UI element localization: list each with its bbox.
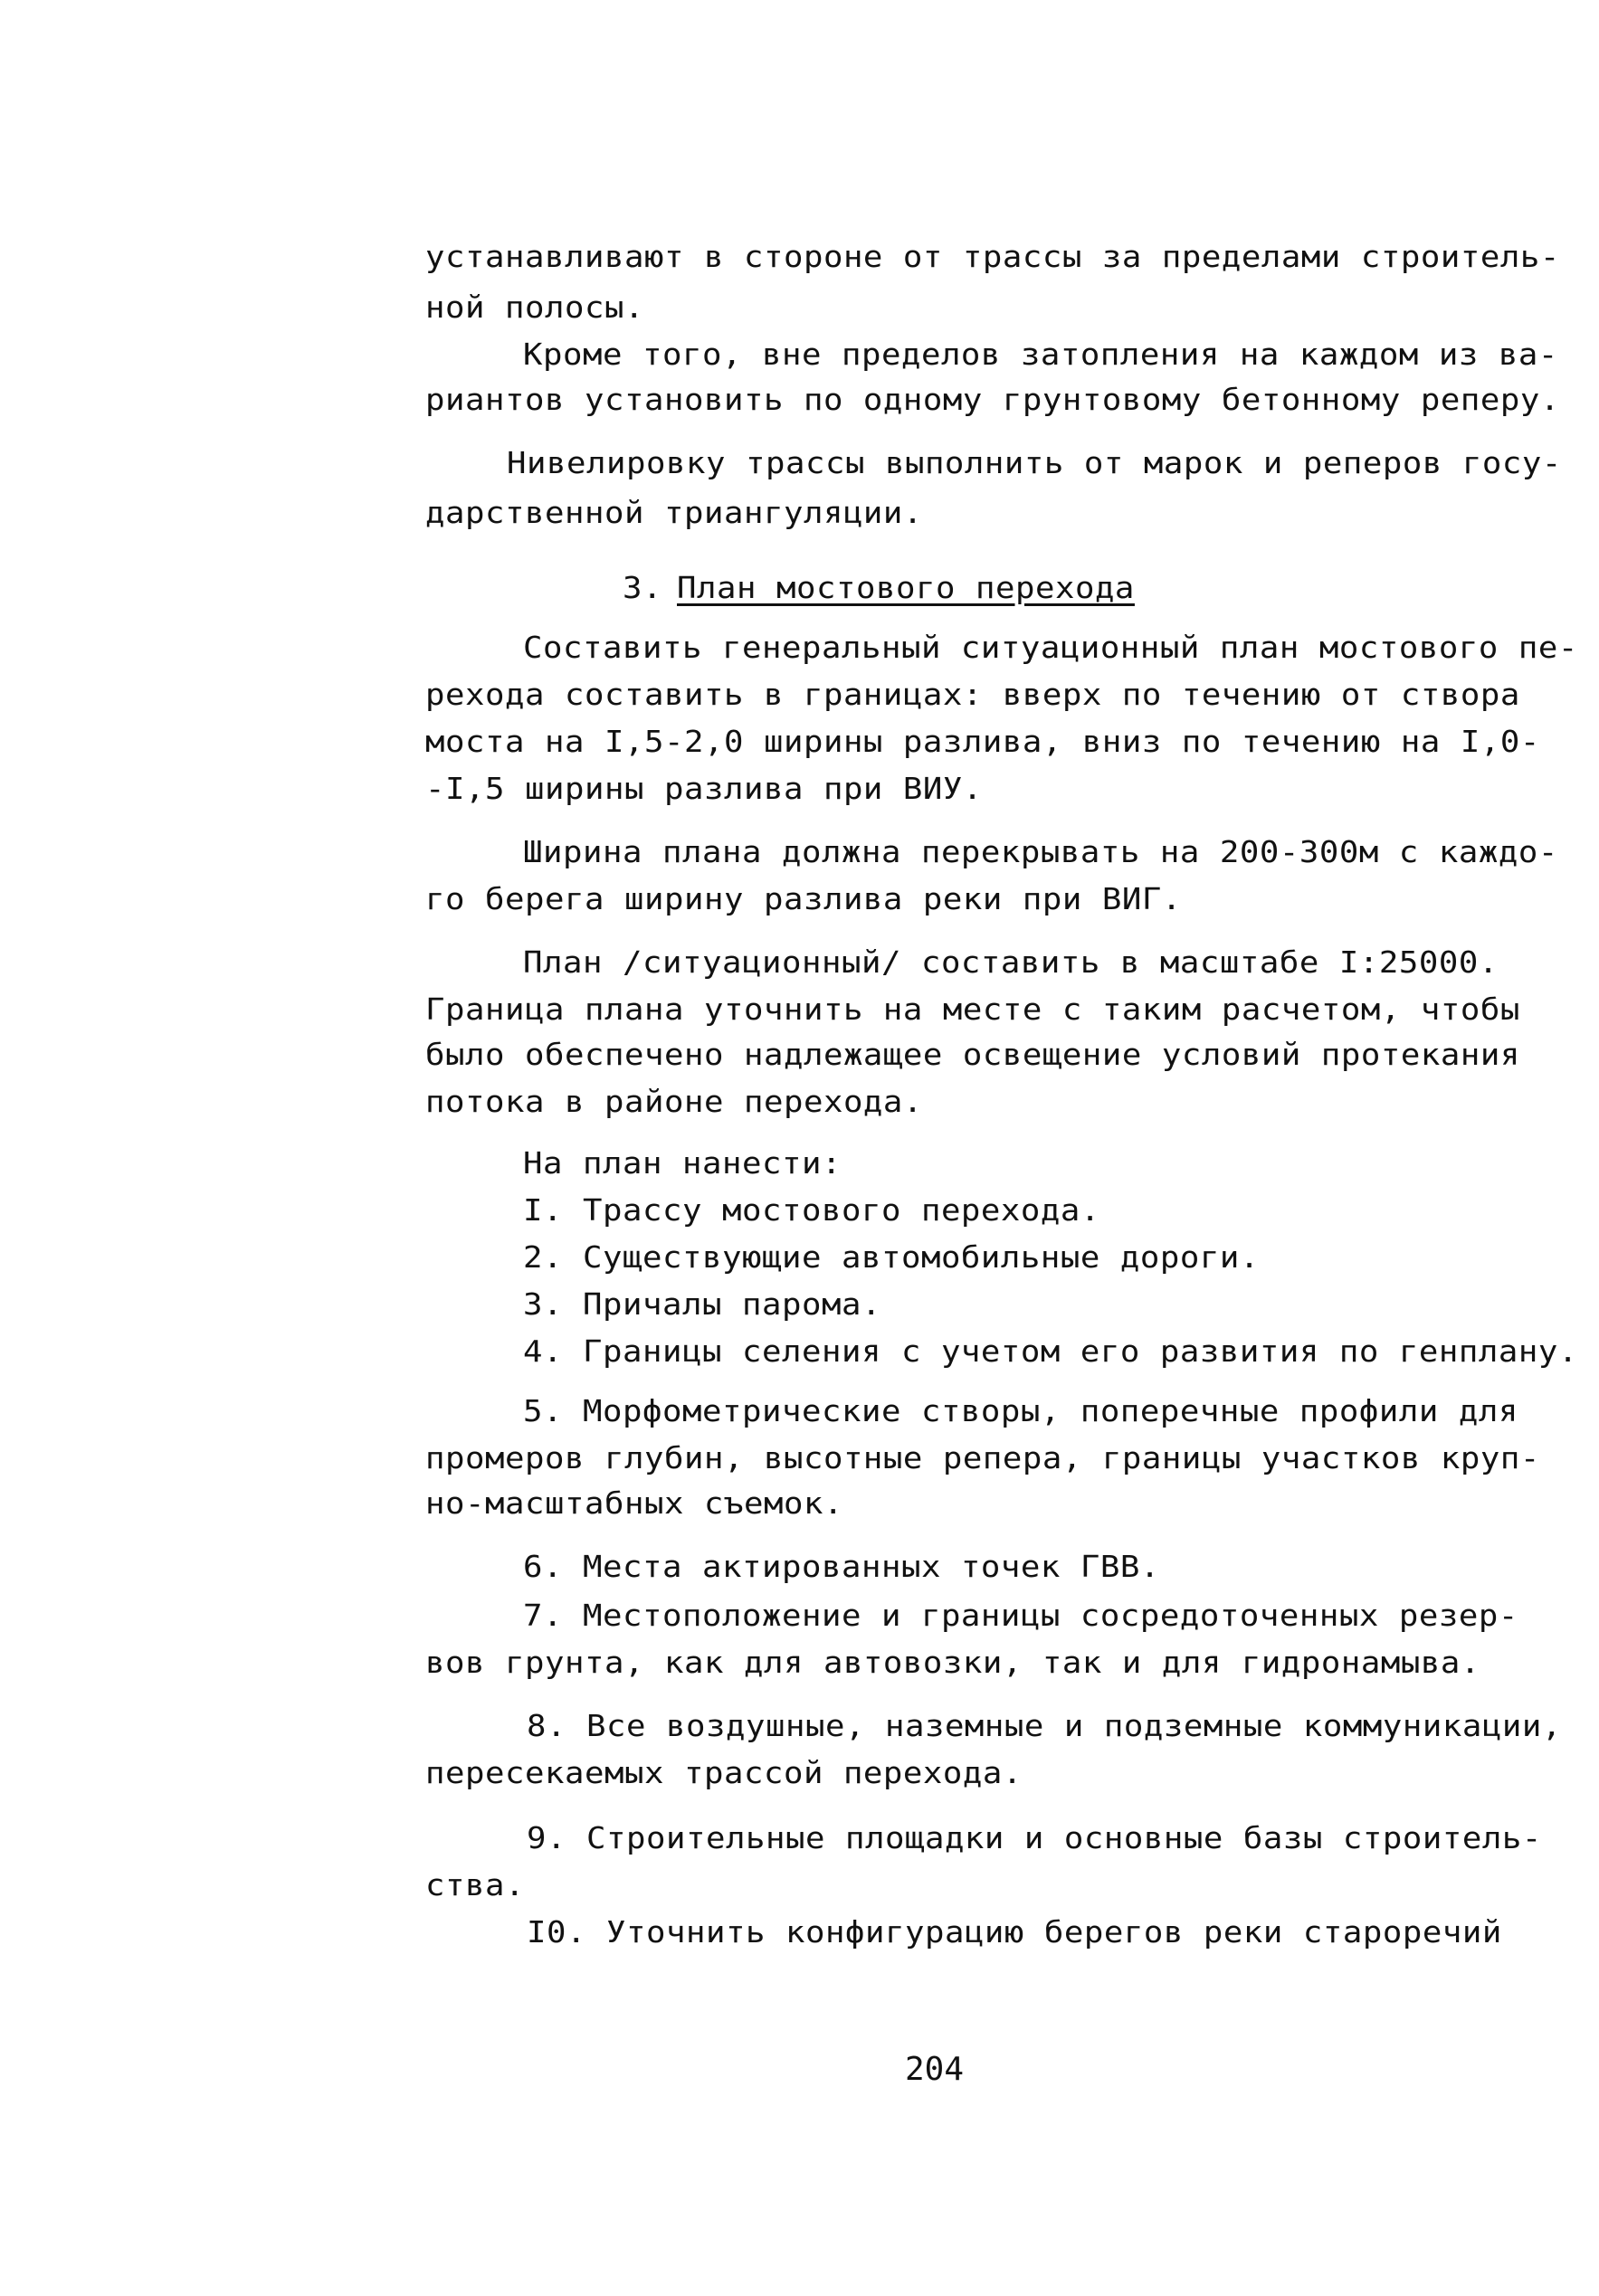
text-line: План /ситуационный/ составить в масштабе I:25000.: [523, 944, 1499, 980]
text-line: Кроме того, вне пределов затопления на каждом из ва-: [523, 337, 1558, 372]
text-line: пересекаемых трассой перехода.: [425, 1755, 1023, 1790]
text-line: Составить генеральный ситуационный план мостового пе-: [523, 630, 1578, 665]
text-line: потока в районе перехода.: [425, 1084, 923, 1119]
text-line: дарственной триангуляции.: [425, 495, 923, 530]
text-line: Граница плана уточнить на месте с таким расчетом, чтобы: [425, 991, 1520, 1027]
list-item: 2. Существующие автомобильные дороги.: [523, 1239, 1260, 1275]
list-item: 8. Все воздушные, наземные и подземные коммуникации,: [527, 1708, 1562, 1743]
text-line: го берега ширину разлива реки при ВИГ.: [425, 881, 1182, 916]
list-item: 6. Места актированных точек ГВВ.: [523, 1549, 1160, 1584]
list-intro: На план нанести:: [523, 1145, 842, 1181]
text-line: моста на I,5-2,0 ширины разлива, вниз по течению на I,0-: [425, 724, 1540, 759]
section-number: 3.: [623, 570, 663, 605]
text-line: устанавливают в стороне от трассы за пределами строитель-: [425, 239, 1560, 274]
text-line: Нивелировку трассы выполнить от марок и реперов госу-: [507, 445, 1562, 480]
text-line: -I,5 ширины разлива при ВИУ.: [425, 771, 983, 806]
list-item: 9. Строительные площадки и основные базы строитель-: [527, 1820, 1542, 1855]
text-line: но-масштабных съемок.: [425, 1485, 843, 1521]
list-item: 3. Причалы парома.: [523, 1286, 881, 1322]
list-item: 4. Границы селения с учетом его развития по генплану.: [523, 1333, 1578, 1369]
section-heading: План мостового перехода: [677, 570, 1135, 605]
text-line: Ширина плана должна перекрывать на 200-300м с каждо-: [523, 834, 1558, 869]
text-line: вов грунта, как для автовозки, так и для гидронамыва.: [425, 1645, 1480, 1680]
page-number: 204: [905, 2051, 965, 2088]
text-line: ной полосы.: [425, 289, 644, 325]
list-item: 5. Морфометрические створы, поперечные профили для: [523, 1393, 1518, 1428]
text-line: риантов установить по одному грунтовому бетонному реперу.: [425, 382, 1560, 417]
text-line: было обеспечено надлежащее освещение условий протекания: [425, 1037, 1520, 1072]
text-line: промеров глубин, высотные репера, границы участков круп-: [425, 1440, 1540, 1475]
text-line: ства.: [425, 1867, 525, 1902]
list-item: I. Трассу мостового перехода.: [523, 1192, 1100, 1228]
text-line: рехода составить в границах: вверх по течению от створа: [425, 677, 1520, 712]
list-item: 7. Местоположение и границы сосредоточенных резер-: [523, 1598, 1518, 1633]
list-item: I0. Уточнить конфигурацию берегов реки староречий: [527, 1914, 1502, 1950]
